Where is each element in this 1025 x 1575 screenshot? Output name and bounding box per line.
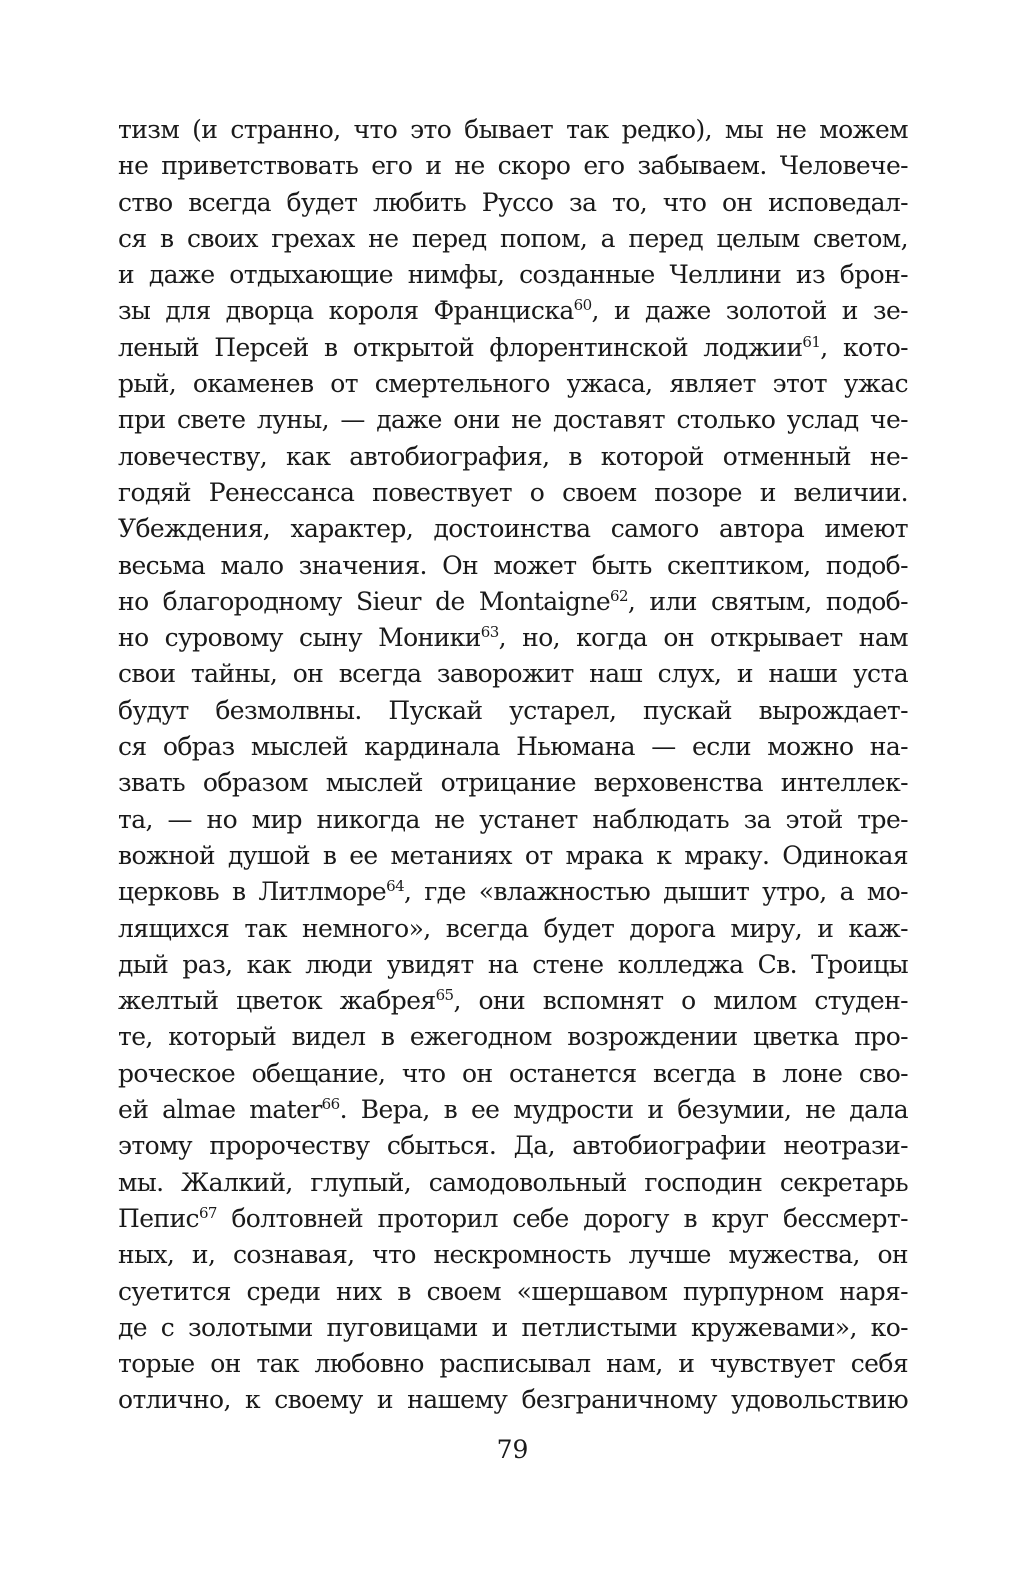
text-line: дый раз, как люди увидят на стене колледжа Св. Троицы bbox=[118, 949, 908, 979]
text-line: не приветствовать его и не скоро его забываем. Человече- bbox=[118, 151, 908, 181]
text-line: тизм (и странно, что это бывает так редко), мы не можем bbox=[118, 115, 908, 144]
text-line: свои тайны, он всегда заворожит наш слух, и наши уста bbox=[118, 659, 908, 689]
text-line: но суровому сыну Моники$^{63}$, но, когда он открывает нам bbox=[118, 623, 908, 653]
text-line: леный Персей в открытой флорентинской лоджии$^{61}$, кото- bbox=[118, 332, 908, 362]
text-line: ство всегда будет любить Руссо за то, что он исповедал- bbox=[118, 187, 908, 217]
text-line: Убеждения, характер, достоинства самого автора имеют bbox=[118, 514, 908, 544]
text-line: желтый цветок жабрея$^{65}$, они вспомнят о милом студен- bbox=[118, 986, 909, 1016]
text-line: суетится среди них в своем «шершавом пурпурном наря- bbox=[118, 1276, 908, 1306]
footnote-marker: 64 bbox=[386, 877, 405, 896]
text-line: церковь в Литлморе$^{64}$, где «влажностью дышит утро, а мо- bbox=[118, 877, 908, 907]
text-line: рый, окаменев от смертельного ужаса, являет этот ужас bbox=[118, 369, 908, 399]
text-line: звать образом мыслей отрицание верховенства интеллек- bbox=[118, 768, 908, 798]
body-text bbox=[118, 112, 908, 1419]
text-line: ся в своих грехах не перед попом, а перед целым светом, bbox=[118, 223, 908, 253]
text-line: ловечеству, как автобиография, в которой отменный не- bbox=[118, 441, 908, 471]
text-line: годяй Ренессанса повествует о своем позоре и величии. bbox=[118, 477, 908, 507]
text-line: зы для дворца короля Франциска$^{60}$, и даже золотой и зе- bbox=[118, 296, 908, 326]
text-line: но благородному Sieur de Montaigne$^{62}$, или святым, подоб- bbox=[118, 586, 908, 616]
text-line: и даже отдыхающие нимфы, созданные Челлини из брон- bbox=[118, 260, 908, 290]
footnote-marker: 67 bbox=[198, 1203, 217, 1222]
footnote-marker: 60 bbox=[573, 296, 592, 315]
text-line: роческое обещание, что он останется всегда в лоне сво- bbox=[118, 1058, 908, 1088]
text-line: отлично, к своему и нашему безграничному удовольствию bbox=[118, 1385, 908, 1415]
text-line: торые он так любовно расписывал нам, и чувствует себя bbox=[118, 1349, 908, 1379]
text-line: ся образ мыслей кардинала Ньюмана — если можно на- bbox=[118, 732, 908, 762]
text-line: этому пророчеству сбыться. Да, автобиографии неотрази- bbox=[118, 1131, 908, 1161]
text-line: Пепис$^{67}$ болтовней проторил себе дорогу в круг бессмерт- bbox=[118, 1203, 908, 1233]
footnote-marker: 65 bbox=[435, 986, 454, 1005]
text-line: ных, и, сознавая, что нескромность лучше мужества, он bbox=[118, 1240, 908, 1270]
footnote-marker: 61 bbox=[802, 332, 821, 351]
text-line: будут безмолвны. Пускай устарел, пускай вырождает- bbox=[118, 695, 908, 725]
text-line: лящихся так немного», всегда будет дорога миру, и каж- bbox=[118, 913, 908, 943]
text-line: вожной душой в ее метаниях от мрака к мраку. Одинокая bbox=[118, 840, 908, 870]
footnote-marker: 62 bbox=[610, 586, 628, 605]
footnote-marker: 66 bbox=[321, 1095, 340, 1114]
text-line: мы. Жалкий, глупый, самодовольный господин секретарь bbox=[118, 1167, 908, 1197]
page-number: 79 bbox=[496, 1435, 529, 1464]
footnote-marker: 63 bbox=[480, 623, 499, 642]
text-line: та, — но мир никогда не устанет наблюдать за этой тре- bbox=[118, 804, 908, 834]
text-line: при свете луны, — даже они не доставят столько услад че- bbox=[118, 405, 908, 435]
text-line: де с золотыми пуговицами и петлистыми кружевами», ко- bbox=[118, 1312, 908, 1342]
text-line: те, который видел в ежегодном возрождении цветка про- bbox=[118, 1022, 908, 1052]
text-line: ей almae mater$^{66}$. Вера, в ее мудрости и безумии, не дала bbox=[118, 1095, 908, 1125]
text-line: весьма мало значения. Он может быть скептиком, подоб- bbox=[118, 550, 908, 580]
